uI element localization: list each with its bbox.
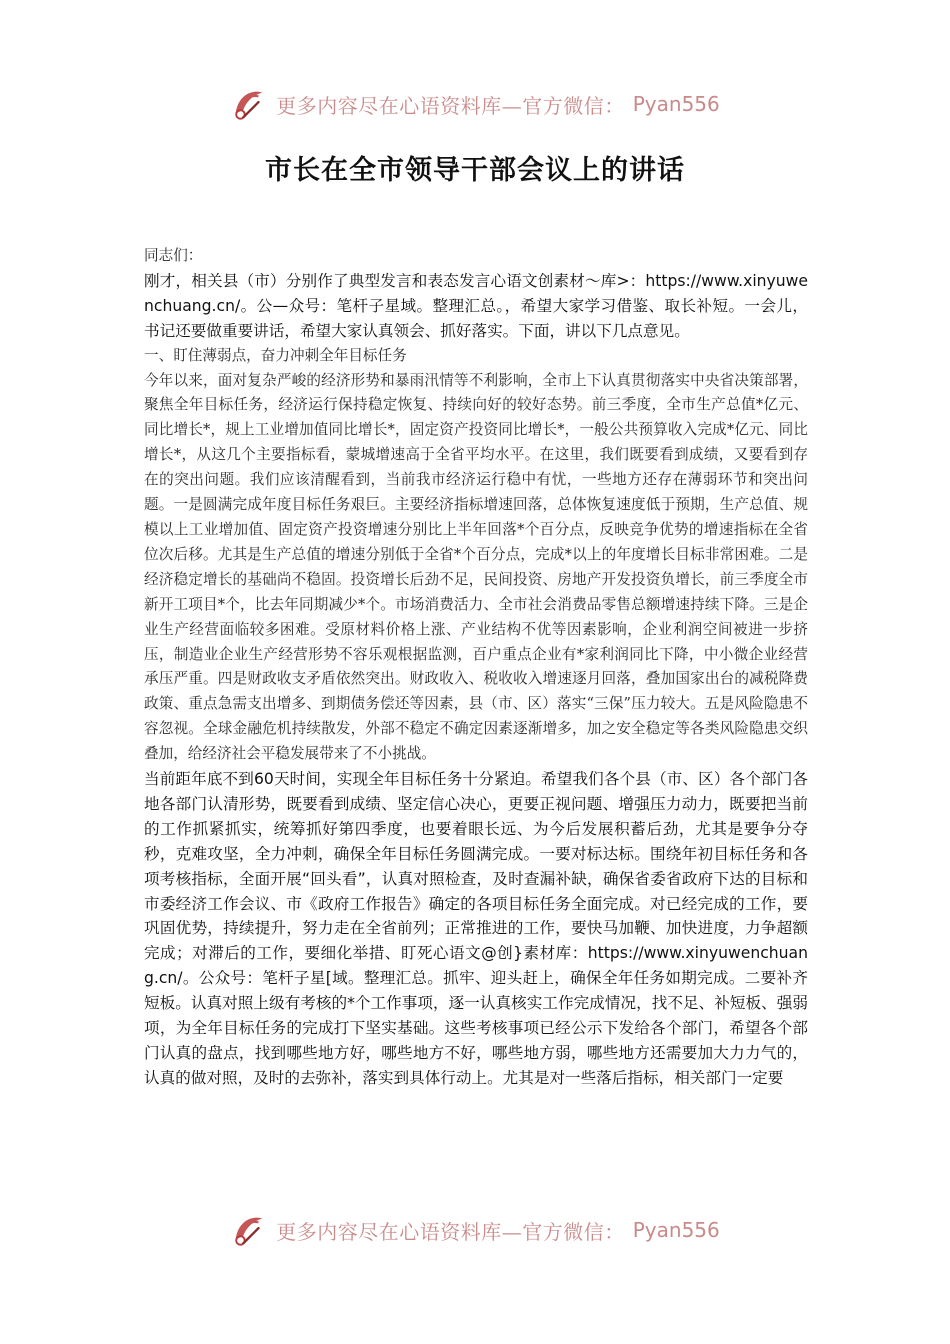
brush-pen-logo-icon [230,85,268,123]
footer-watermark-banner [0,1208,950,1252]
body-paragraph-situation: 今年以来，面对复杂严峻的经济形势和暴雨汛情等不利影响，全市上下认真贯彻落实中央省决策部署，聚焦全年目标任务，经济运行保持稳定恢复、持续向好的较好态势。前三季度，全市生产总值*亿元、同比增长*，规上工业增加值同比增长*，固定资产投资同比增长*，一般公共预算收入完成*亿元、同比增长*，从这几个主要指标看，蒙城增速高于全省平均水平。在这里，我们既要看到成绩，又要看到存在的突出问题。我们应该清醒看到，当前我市经济运行稳中有忧，一些地方还存在薄弱环节和突出问题。一是圆满完成年度目标任务艰巨。主要经济指标增速回落，总体恢复速度低于预期，生产总值、规模以上工业增加值、固定资产投资增速分别比上半年回落*个百分点，反映竞争优势的增速指标在全省位次后移。尤其是生产总值的增速分别低于全省*个百分点，完成*以上的年度增长目标非常困难。二是经济稳定增长的基础尚不稳固。投资增长后劲不足，民间投资、房地产开发投资负增长，前三季度全市新开工项目*个，比去年同期减少*个。市场消费活力、全市社会消费品零售总额增速持续下降。三是企业生产经营面临较多困难。受原材料价格上涨、产业结构不优等因素影响，企业利润空间被进一步挤压，制造业企业生产经营形势不容乐观根据监测，百户重点企业有*家利润同比下降，中小微企业经营承压严重。四是财政收支矛盾依然突出。财政收入、税收收入增速逐月回落，叠加国家出台的减税降费政策、重点急需支出增多、到期债务偿还等因素，县（市、区）落实“三保”压力较大。五是风险隐患不容忽视。全球金融危机持续散发，外部不稳定不确定因素逐渐增多，加之安全稳定等各类风险隐患交织叠加，给经济社会平稳发展带来了不小挑战。 [144,371,808,763]
salutation-paragraph: 同志们： [144,247,203,264]
brush-pen-logo-icon [230,1211,268,1249]
document-title: 市长在全市领导干部会议上的讲话 [265,155,685,186]
banner-text: 更多内容尽在心语资料库—官方微信： [276,1219,625,1244]
header-watermark-banner [0,82,950,126]
section-heading-1: 一、盯住薄弱点，奋力冲刺全年目标任务 [144,346,407,364]
banner-text: 更多内容尽在心语资料库—官方微信： [276,93,625,118]
document-body [144,244,808,1091]
banner-wechat-handle: Pyan556 [632,92,720,116]
banner-wechat-handle: Pyan556 [632,1218,720,1242]
body-paragraph-tasks: 当前距年底不到60天时间，实现全年目标任务十分紧迫。希望我们各个县（市、区）各个部门各地各部门认清形势，既要看到成绩、坚定信心决心，更要正视问题、增强压力动力，既要把当前的工作抓紧抓实，统筹抓好第四季度，也要着眼长远、为今后发展积蓄后劲，尤其是要争分夺秒，克难攻坚，全力冲刺，确保全年目标任务圆满完成。一要对标达标。围绕年初目标任务和各项考核指标，全面开展“回头看”，认真对照检查，及时查漏补缺，确保省委省政府下达的目标和市委经济工作会议、市《政府工作报告》确定的各项目标任务全面完成。对已经完成的工作，要巩固优势，持续提升，努力走在全省前列；正常推进的工作，要快马加鞭、加快进度，力争超额完成；对滞后的工作，要细化举措、盯死心语文@创}素材库：https://www.xinyuwenchuang.cn/。公众号：笔杆子星[域。整理汇总。抓牢、迎头赶上，确保全年任务如期完成。二要补齐短板。认真对照上级有考核的*个工作事项，逐一认真核实工作完成情况，找不足、补短板、强弱项，为全年目标任务的完成打下坚实基础。这些考核事项已经公示下发给各个部门，希望各个部门认真的盘点，找到哪些地方好，哪些地方不好，哪些地方弱，哪些地方还需要加大力力气的，认真的做对照，及时的去弥补，落实到具体行动上。尤其是对一些落后指标，相关部门一定要 [144,770,808,1087]
intro-paragraph: 刚才，相关县（市）分别作了典型发言和表态发言心语文创素材～库>：https://www.xinyuwenchuang.cn/。公—众号：笔杆子星域。整理汇总。，希望大家学习借鉴、取长补短。一会儿，书记还要做重要讲话，希望大家认真领会、抓好落实。下面，讲以下几点意见。 [144,271,808,340]
